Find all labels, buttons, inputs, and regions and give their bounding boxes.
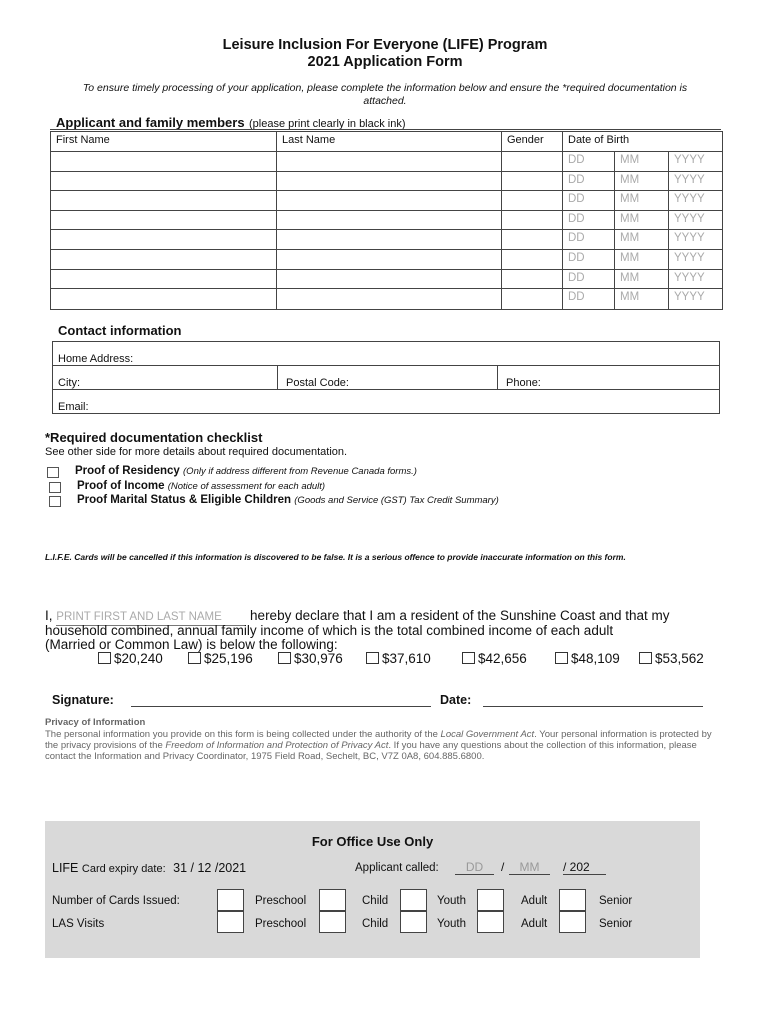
signature-label: Signature: [52,693,114,707]
family-heading: Applicant and family members [56,115,245,130]
dob-month-input[interactable]: MM [615,289,669,309]
dob-day-input[interactable]: DD [563,250,615,270]
las-senior-box[interactable] [559,911,586,933]
card-expiry [52,861,246,875]
home-address-field[interactable] [53,342,719,366]
dob-year-input[interactable]: YYYY [674,291,705,304]
income-option-1[interactable] [188,651,253,666]
dob-month-input[interactable]: MM [615,191,669,211]
gender-input[interactable] [502,211,563,231]
column-header: First Name [51,132,277,152]
income-checkbox-1[interactable] [188,652,201,664]
last-name-input[interactable] [277,211,502,231]
office-use-panel [45,821,700,958]
dob-year-input[interactable]: YYYY [669,211,722,231]
income-label: Proof of Income [77,480,165,492]
dob-year-input[interactable]: YYYY [669,152,722,172]
dob-day-input[interactable]: DD [563,152,615,172]
checklist-heading: *Required documentation checklist [45,430,263,445]
las-preschool-label: Preschool [255,918,307,930]
gender-input[interactable] [502,250,563,270]
gender-input[interactable] [502,172,563,192]
declaration-text1: hereby declare that I am a resident of the Sunshine Coast and that my [250,608,670,623]
privacy-part3: . If you have any questions about the collection of this information, please contact the Information and Privacy Coordinator, 1975 Field Road, Sechelt, BC, V7Z 0A8, 604.885.6800. [45,740,697,762]
marital-note: (Goods and Service (GST) Tax Credit Summary) [294,495,499,506]
column-header: Date of Birth [563,132,722,152]
date-line[interactable] [483,706,703,707]
income-option-5[interactable] [555,651,620,666]
last-name-input[interactable] [277,289,502,309]
marital-item [77,494,499,506]
dob-day-input[interactable]: DD [563,172,615,192]
cards-preschool-label: Preschool [255,895,307,907]
family-heading-rule [50,129,721,130]
income-value-1: $25,196 [204,651,253,666]
cards-youth-label: Youth [437,895,466,907]
cards-child-label: Child [362,895,389,907]
privacy-text [45,729,717,762]
gender-input[interactable] [502,270,563,290]
income-checkbox-2[interactable] [278,652,291,664]
cards-senior-label: Senior [599,895,633,907]
las-child-label: Child [362,918,389,930]
las-youth-box[interactable] [400,911,427,933]
first-name-input[interactable] [51,152,277,172]
income-value-5: $48,109 [571,651,620,666]
called-month-input[interactable]: MM [509,860,550,875]
dob-day-input[interactable]: DD [563,211,615,231]
dob-day-input[interactable]: DD [563,191,615,211]
last-name-input[interactable] [277,152,502,172]
dob-month-input[interactable]: MM [615,270,669,290]
residency-item [75,465,417,477]
last-name-input[interactable] [277,230,502,250]
first-name-input[interactable] [51,250,277,270]
income-checkbox[interactable] [49,482,61,493]
cards-preschool-box[interactable] [217,889,244,911]
privacy-act1: Local Government Act [440,729,535,740]
dob-year-input[interactable]: YYYY [669,172,722,192]
applicant-called-label: Applicant called: [355,862,439,874]
false-info-warning: L.I.F.E. Cards will be cancelled if this information is discovered to be false. It is a serious offence to provide inaccurate information on this form. [45,552,626,562]
family-note: (please print clearly in black ink) [249,118,406,130]
cards-adult-box[interactable] [477,889,504,911]
dob-day-input[interactable]: DD [563,289,615,309]
contact-table [52,341,720,414]
card-expiry-value: 31 / 12 /2021 [173,861,247,875]
dob-year-input[interactable]: YYYY [669,250,722,270]
family-table [50,131,723,310]
first-name-input[interactable] [51,191,277,211]
form-title: Leisure Inclusion For Everyone (LIFE) Program [222,37,548,53]
city-label: City: [58,377,80,389]
gender-input[interactable] [502,191,563,211]
income-option-4[interactable] [462,651,527,666]
city-field[interactable] [53,366,278,390]
form-subtitle: 2021 Application Form [307,54,463,70]
last-name-input[interactable] [277,191,502,211]
marital-checkbox[interactable] [49,496,61,507]
cards-adult-label: Adult [521,895,548,907]
dob-month-input[interactable]: MM [615,230,669,250]
las-adult-box[interactable] [477,911,504,933]
dob-day-input[interactable]: DD [563,230,615,250]
income-checkbox-3[interactable] [366,652,379,664]
dob-month-input[interactable]: MM [615,250,669,270]
income-value-0: $20,240 [114,651,163,666]
declaration-line2: household combined, annual family income of which is the total combined income of each adult [45,623,614,638]
las-child-box[interactable] [319,911,346,933]
email-field[interactable] [53,390,719,413]
income-option-6[interactable] [639,651,704,666]
las-adult-label: Adult [521,918,548,930]
cards-issued-label: Number of Cards Issued: [52,895,180,907]
dob-month-input[interactable]: MM [615,152,669,172]
income-option-0[interactable] [98,651,163,666]
income-value-3: $37,610 [382,651,431,666]
las-senior-label: Senior [599,918,633,930]
declaration-line3: (Married or Common Law) is below the following: [45,637,338,652]
las-youth-label: Youth [437,918,466,930]
las-preschool-box[interactable] [217,911,244,933]
dob-day-input[interactable]: DD [563,270,615,290]
residency-note: (Only if address different from Revenue Canada forms.) [183,466,417,477]
privacy-part2: . Your personal information is protected by the privacy provisions of the [45,729,712,751]
residency-label: Proof of Residency [75,465,180,477]
las-visits-label: LAS Visits [52,918,105,930]
life-label: LIFE [52,861,79,875]
office-heading: For Office Use Only [311,834,434,849]
gender-input[interactable] [502,152,563,172]
phone-field[interactable] [498,366,719,390]
dob-month-input[interactable]: MM [615,211,669,231]
income-value-2: $30,976 [294,651,343,666]
income-note: (Notice of assessment for each adult) [167,481,326,492]
gender-input[interactable] [502,230,563,250]
email-label: Email: [58,401,89,413]
name-input[interactable]: PRINT FIRST AND LAST NAME [56,610,246,626]
called-slash: / [501,860,505,874]
privacy-heading: Privacy of Information [45,717,146,728]
home-address-label: Home Address: [58,353,134,365]
last-name-input[interactable] [277,270,502,290]
date-label: Date: [440,693,472,707]
income-checkbox-6[interactable] [639,652,652,664]
gender-input[interactable] [502,289,563,309]
last-name-input[interactable] [277,250,502,270]
declaration-prefix: I, [45,608,53,623]
card-expiry-label: Card expiry date: [81,863,166,875]
last-name-input[interactable] [277,172,502,192]
phone-label: Phone: [506,377,541,389]
called-day-input[interactable]: DD [455,860,494,875]
first-name-input[interactable] [51,230,277,250]
contact-heading: Contact information [58,323,182,338]
income-value-4: $42,656 [478,651,527,666]
dob-year-input[interactable]: YYYY [669,191,722,211]
income-item [77,480,325,492]
privacy-part1: The personal information you provide on this form is being collected under the authority of the [45,729,441,740]
first-name-input[interactable] [51,270,277,290]
income-value-6: $53,562 [655,651,704,666]
checklist-subtext: See other side for more details about required documentation. [45,446,348,458]
dob-year-input[interactable]: YYYY [669,270,722,290]
first-name-input[interactable] [51,172,277,192]
income-option-3[interactable] [366,651,431,666]
column-header: Last Name [277,132,502,152]
income-checkbox-5[interactable] [555,652,568,664]
cards-child-box[interactable] [319,889,346,911]
first-name-input[interactable] [51,289,277,309]
dob-year-input[interactable]: YYYY [669,230,722,250]
income-option-2[interactable] [278,651,343,666]
column-header: Gender [502,132,563,152]
intro-text: To ensure timely processing of your application, please complete the information below and ensure the *required documentation is attached. [82,82,688,107]
privacy-act2: Freedom of Information and Protection of Privacy Act [165,740,389,751]
called-year-input[interactable]: / 202 [563,860,606,875]
signature-line[interactable] [131,706,431,707]
postal-code-label: Postal Code: [286,377,349,389]
marital-label: Proof Marital Status & Eligible Children [77,494,292,506]
cards-senior-box[interactable] [559,889,586,911]
postal-code-field[interactable] [278,366,498,390]
cards-youth-box[interactable] [400,889,427,911]
income-checkbox-0[interactable] [98,652,111,664]
dob-month-input[interactable]: MM [615,172,669,192]
income-checkbox-4[interactable] [462,652,475,664]
first-name-input[interactable] [51,211,277,231]
residency-checkbox[interactable] [47,467,59,478]
